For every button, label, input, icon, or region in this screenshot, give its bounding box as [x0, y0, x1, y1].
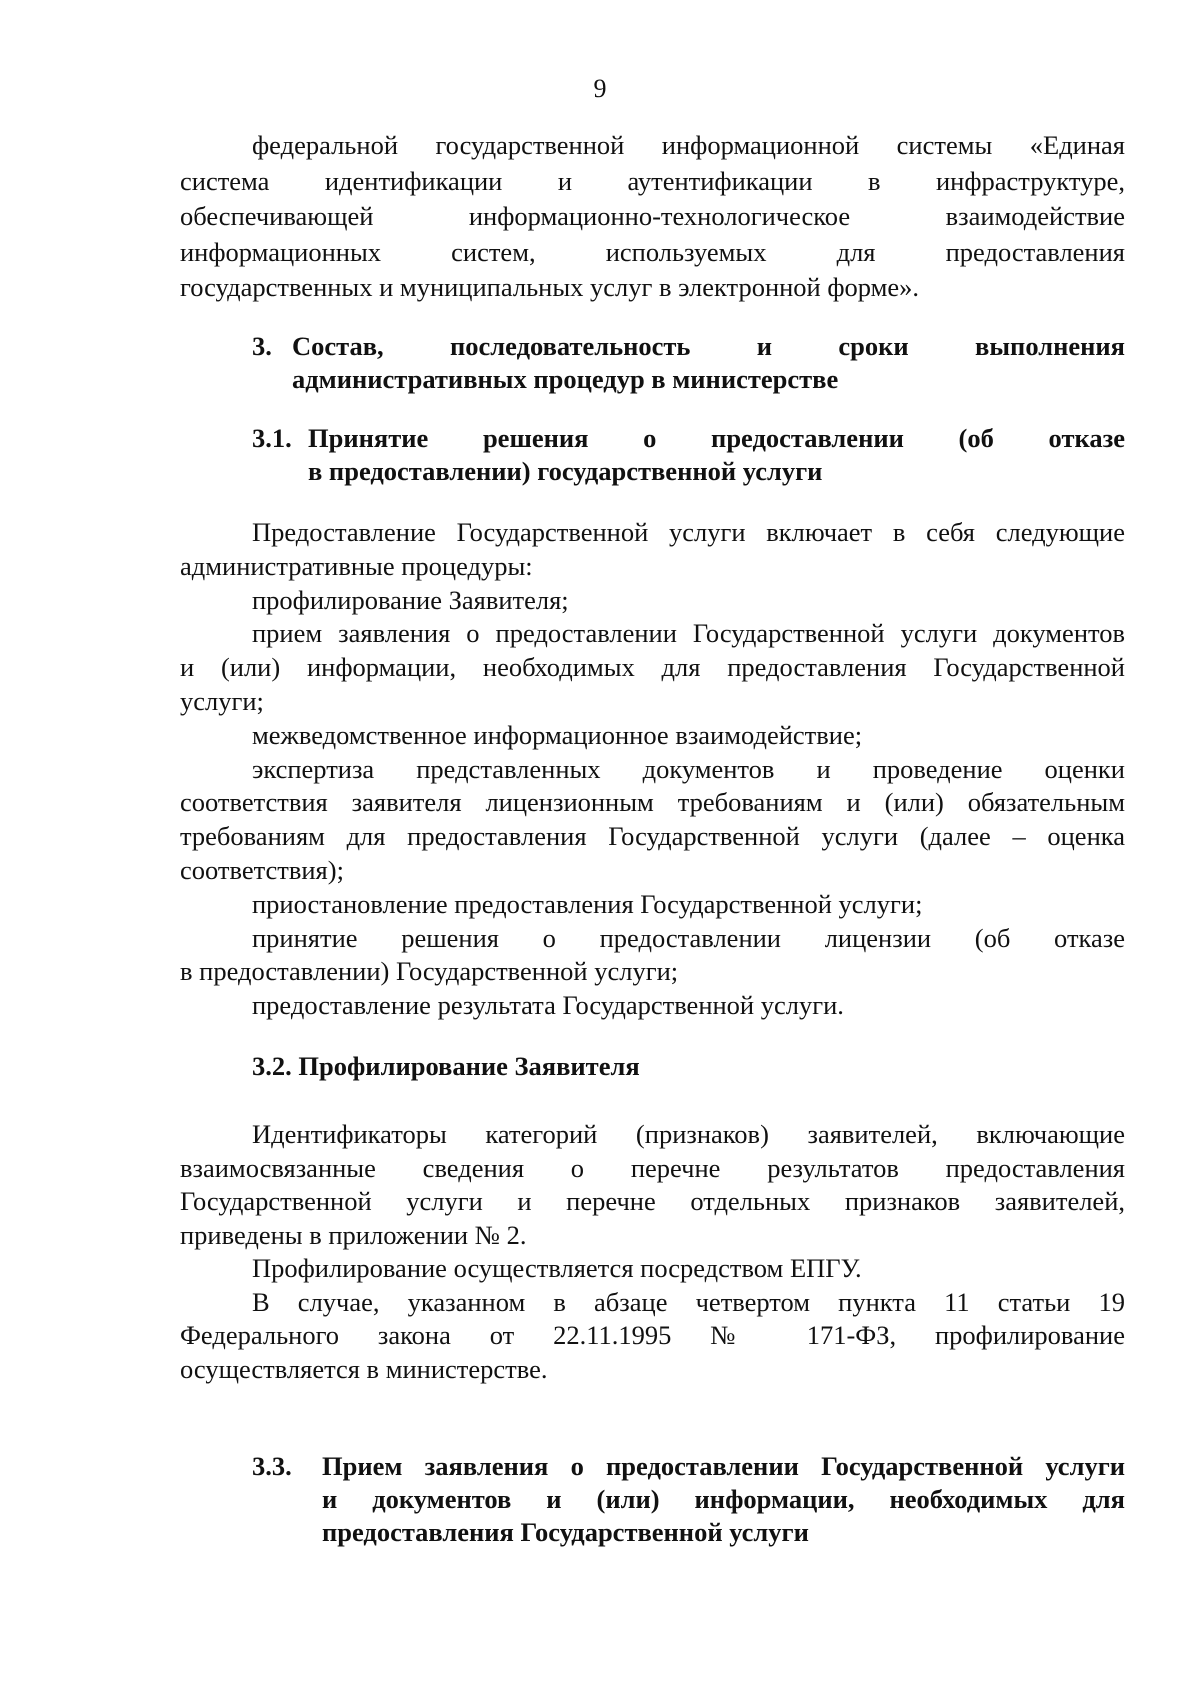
text-line: профилирование Заявителя; — [252, 584, 569, 615]
text-line: государственных и муниципальных услуг в электронной форме». — [180, 272, 920, 302]
text-line: экспертиза представленных документов и проведение оценки — [252, 753, 1125, 784]
text-line: Идентификаторы категорий (признаков) заявителей, включающие — [252, 1119, 1125, 1149]
text-line: принятие решения о предоставлении лицензии (об отказе — [252, 922, 1125, 953]
heading-line: Прием заявления о предоставлении Государственной услуги — [322, 1451, 1125, 1481]
section-3-2-heading: 3.2. Профилирование Заявителя — [252, 1051, 640, 1081]
text-line: приведены в приложении № 2. — [180, 1219, 527, 1250]
section-title — [322, 1450, 1125, 1549]
text-line: в предоставлении) Государственной услуги; — [180, 956, 679, 987]
section-title — [292, 330, 1125, 396]
section-3-1-body — [180, 516, 1125, 1023]
text-line: осуществляется в министерстве. — [180, 1353, 548, 1384]
section-3-heading — [252, 330, 1125, 396]
section-number: 3.1. — [252, 423, 292, 453]
text-line: межведомственное информационное взаимодействие; — [252, 719, 863, 750]
text-line: Предоставление Государственной услуги включает в себя следующие — [252, 517, 1125, 547]
text-line: обеспечивающей информационно-технологическое взаимодействие — [180, 201, 1125, 231]
text-line: административные процедуры: — [180, 550, 533, 581]
heading-line: предоставления Государственной услуги — [322, 1517, 809, 1547]
section-title — [308, 422, 1125, 488]
section-3-2-body — [180, 1118, 1125, 1386]
text-line: соответствия заявителя лицензионным требованиям и (или) обязательным — [180, 787, 1125, 818]
heading-line: административных процедур в министерстве — [292, 364, 839, 394]
text-line: соответствия); — [180, 854, 344, 885]
intro-paragraph — [180, 128, 1125, 306]
text-line: и (или) информации, необходимых для предоставления Государственной — [180, 652, 1125, 683]
page-number: 9 — [593, 74, 607, 103]
text-line: взаимосвязанные сведения о перечне результатов предоставления — [180, 1152, 1125, 1183]
text-line: система идентификации и аутентификации в инфраструктуре, — [180, 165, 1125, 196]
section-number: 3. — [252, 331, 272, 361]
text-line: Профилирование осуществляется посредством ЕПГУ. — [252, 1253, 862, 1283]
text-line: услуги; — [180, 685, 264, 716]
heading-line: и документов и (или) информации, необходимых для — [322, 1484, 1125, 1514]
text-line: приостановление предоставления Государственной услуги; — [252, 888, 923, 919]
text-line: Государственной услуги и перечне отдельных признаков заявителей, — [180, 1186, 1125, 1216]
text-line: В случае, указанном в абзаце четвертом пункта 11 статьи 19 — [252, 1286, 1125, 1317]
text-line: требованиям для предоставления Государственной услуги (далее – оценка — [180, 821, 1125, 852]
text-line: Федерального закона от 22.11.1995 № 171-ФЗ, профилирование — [180, 1320, 1125, 1350]
section-3-3-heading — [252, 1450, 1125, 1549]
heading-line: в предоставлении) государственной услуги — [308, 456, 823, 486]
text-line: информационных систем, используемых для предоставления — [180, 236, 1125, 267]
heading-line: Принятие решения о предоставлении (об отказе — [308, 423, 1125, 453]
text-line: предоставление результата Государственной услуги. — [252, 990, 844, 1021]
section-3-1-heading — [252, 422, 1125, 488]
text-line: прием заявления о предоставлении Государственной услуги документов — [252, 618, 1125, 649]
section-number: 3.3. — [252, 1451, 292, 1481]
text-line: федеральной государственной информационной системы «Единая — [252, 130, 1125, 160]
heading-line: Состав, последовательность и сроки выполнения — [292, 331, 1125, 361]
